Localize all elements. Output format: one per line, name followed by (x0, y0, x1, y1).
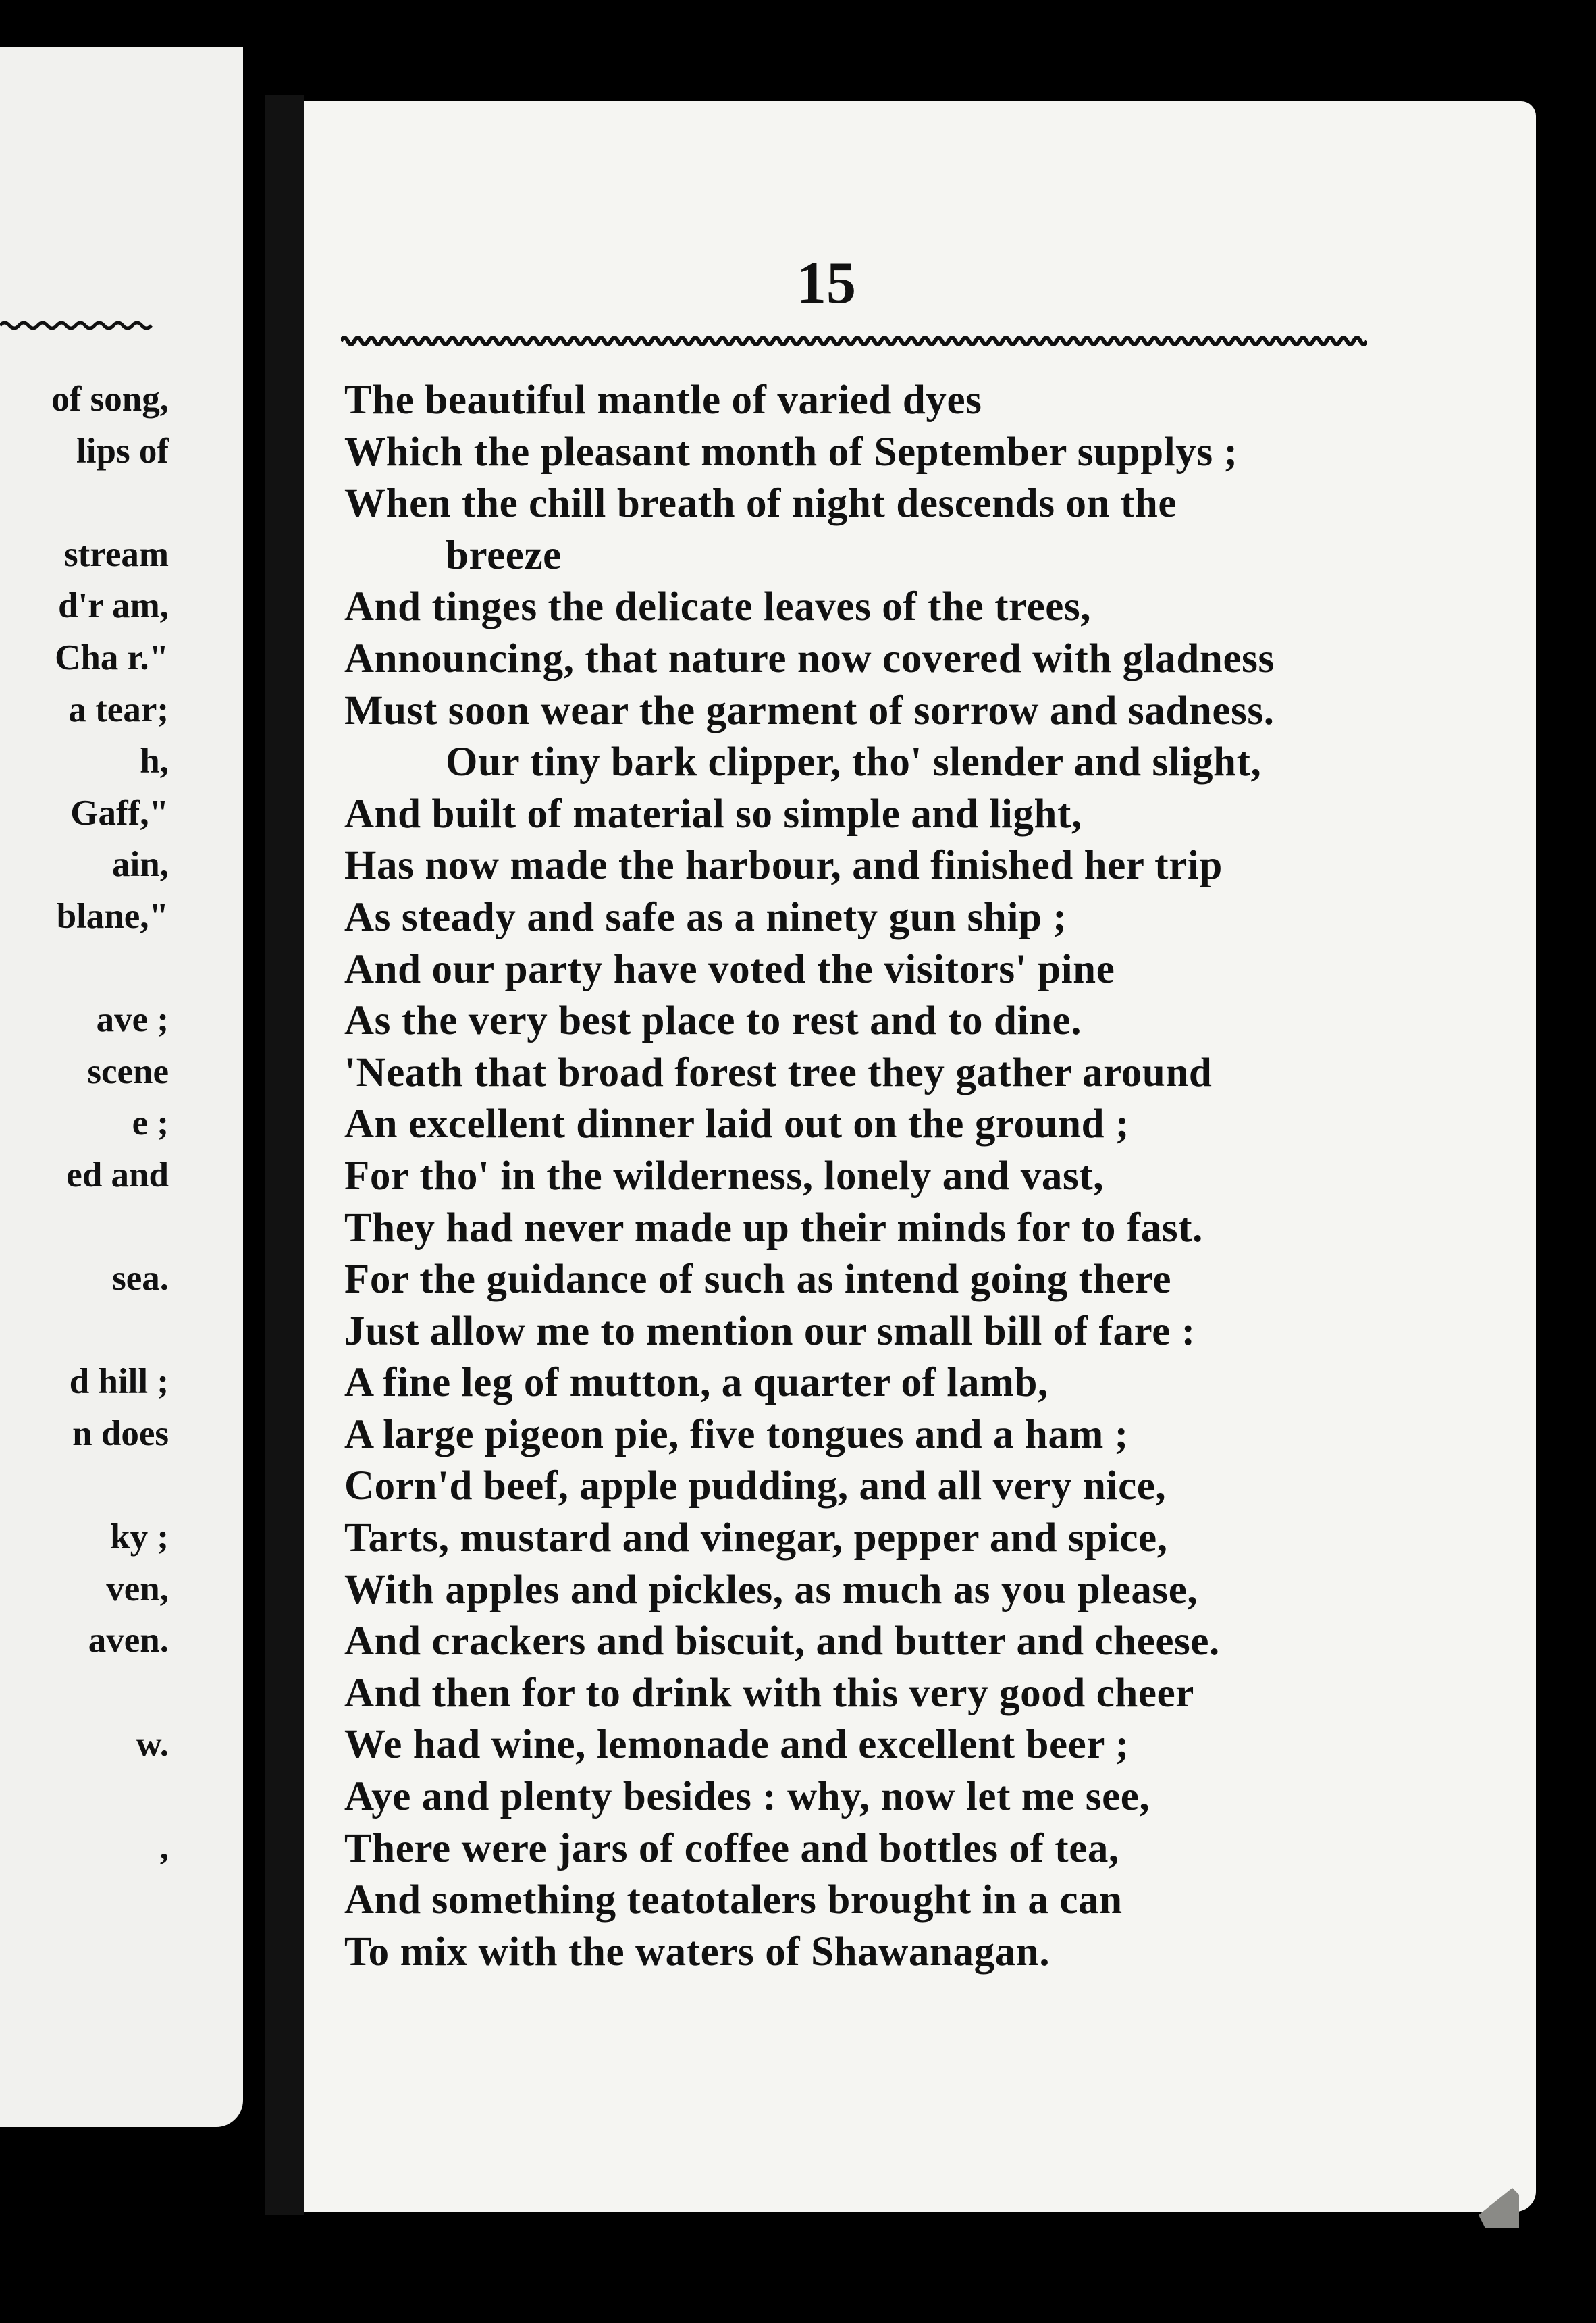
poem-line: Corn'd beef, apple pudding, and all very nice, (344, 1463, 1167, 1509)
left-page-fragment: ave ; (96, 1000, 169, 1040)
left-page-fragment: w. (136, 1724, 169, 1764)
poem-line: As the very best place to rest and to dine. (344, 998, 1082, 1044)
poem-line: And something teatotalers brought in a can (344, 1877, 1123, 1923)
poem-line: With apples and pickles, as much as you please, (344, 1567, 1198, 1613)
left-page-fragment: Cha r." (55, 638, 169, 677)
ornamental-wavy-rule (341, 331, 1367, 351)
page-number: 15 (797, 251, 856, 316)
poem-line: Must soon wear the garment of sorrow and sadness. (344, 687, 1275, 733)
left-page-fragment: scene (87, 1051, 169, 1091)
poem-line: Just allow me to mention our small bill of fare : (344, 1308, 1196, 1354)
left-page-fragment: ed and (66, 1155, 169, 1195)
left-page-fragment: n does (72, 1414, 169, 1453)
poem-line: To mix with the waters of Shawanagan. (344, 1929, 1050, 1975)
poem-line: And crackers and biscuit, and butter and cheese. (344, 1619, 1220, 1665)
poem-line: Aye and plenty besides : why, now let me see, (344, 1774, 1150, 1820)
poem-line: As steady and safe as a ninety gun ship ; (344, 894, 1067, 940)
poem-line: Which the pleasant month of September supplys ; (344, 429, 1238, 475)
poem-line: 'Neath that broad forest tree they gather around (344, 1049, 1213, 1095)
left-page-fragment: lips of (76, 431, 169, 471)
poem-line: There were jars of coffee and bottles of tea, (344, 1825, 1119, 1871)
poem-line: Has now made the harbour, and finished her trip (344, 843, 1223, 889)
page-corner-stain (1479, 2188, 1519, 2228)
left-page-fragment: aven. (88, 1621, 169, 1661)
poem-line: And then for to drink with this very good cheer (344, 1670, 1194, 1716)
left-page-fragment: ky ; (110, 1517, 169, 1557)
left-page-fragment: blane," (56, 897, 169, 936)
poem-text (344, 375, 1398, 1978)
poem-line: Announcing, that nature now covered with gladness (344, 635, 1275, 681)
poem-line: An excellent dinner laid out on the ground ; (344, 1101, 1129, 1147)
left-page-fragment: stream (63, 534, 169, 574)
left-page-fragment: Gaff," (70, 793, 169, 833)
left-page-fragment: d'r am, (58, 586, 169, 626)
left-page-fragment: ven, (106, 1569, 169, 1609)
left-page-fragment: ain, (112, 845, 169, 885)
left-page-fragment: , (159, 1827, 169, 1867)
poem-line: A fine leg of mutton, a quarter of lamb, (344, 1360, 1048, 1406)
poem-line: When the chill breath of night descends on the (344, 481, 1177, 527)
poem-line: For the guidance of such as intend going there (344, 1257, 1172, 1303)
left-page-fragment: a tear; (68, 689, 169, 729)
left-page-fragment: d hill ; (69, 1362, 169, 1402)
poem-line: Our tiny bark clipper, tho' slender and slight, (446, 739, 1262, 785)
poem-line: The beautiful mantle of varied dyes (344, 377, 982, 423)
poem-line: Tarts, mustard and vinegar, pepper and spice, (344, 1515, 1168, 1561)
left-page-fragment: sea. (112, 1259, 169, 1299)
poem-line: A large pigeon pie, five tongues and a ham ; (344, 1411, 1129, 1457)
left-page-fragment: e ; (132, 1103, 169, 1143)
poem-line: breeze (446, 532, 562, 578)
poem-line: And our party have voted the visitors' pine (344, 946, 1115, 992)
poem-line: We had wine, lemonade and excellent beer ; (344, 1722, 1129, 1768)
left-page-ornamental-rule (0, 317, 154, 332)
book-spine-gutter (265, 95, 304, 2215)
left-page-fragment: of song, (51, 380, 169, 419)
poem-line: And built of material so simple and light, (344, 791, 1082, 837)
poem-line: They had never made up their minds for to fast. (344, 1205, 1203, 1251)
poem-line: And tinges the delicate leaves of the trees, (344, 584, 1092, 630)
left-page-fragment: h, (140, 741, 169, 781)
facing-page-left (0, 47, 243, 2127)
poem-line: For tho' in the wilderness, lonely and vast, (344, 1153, 1105, 1199)
